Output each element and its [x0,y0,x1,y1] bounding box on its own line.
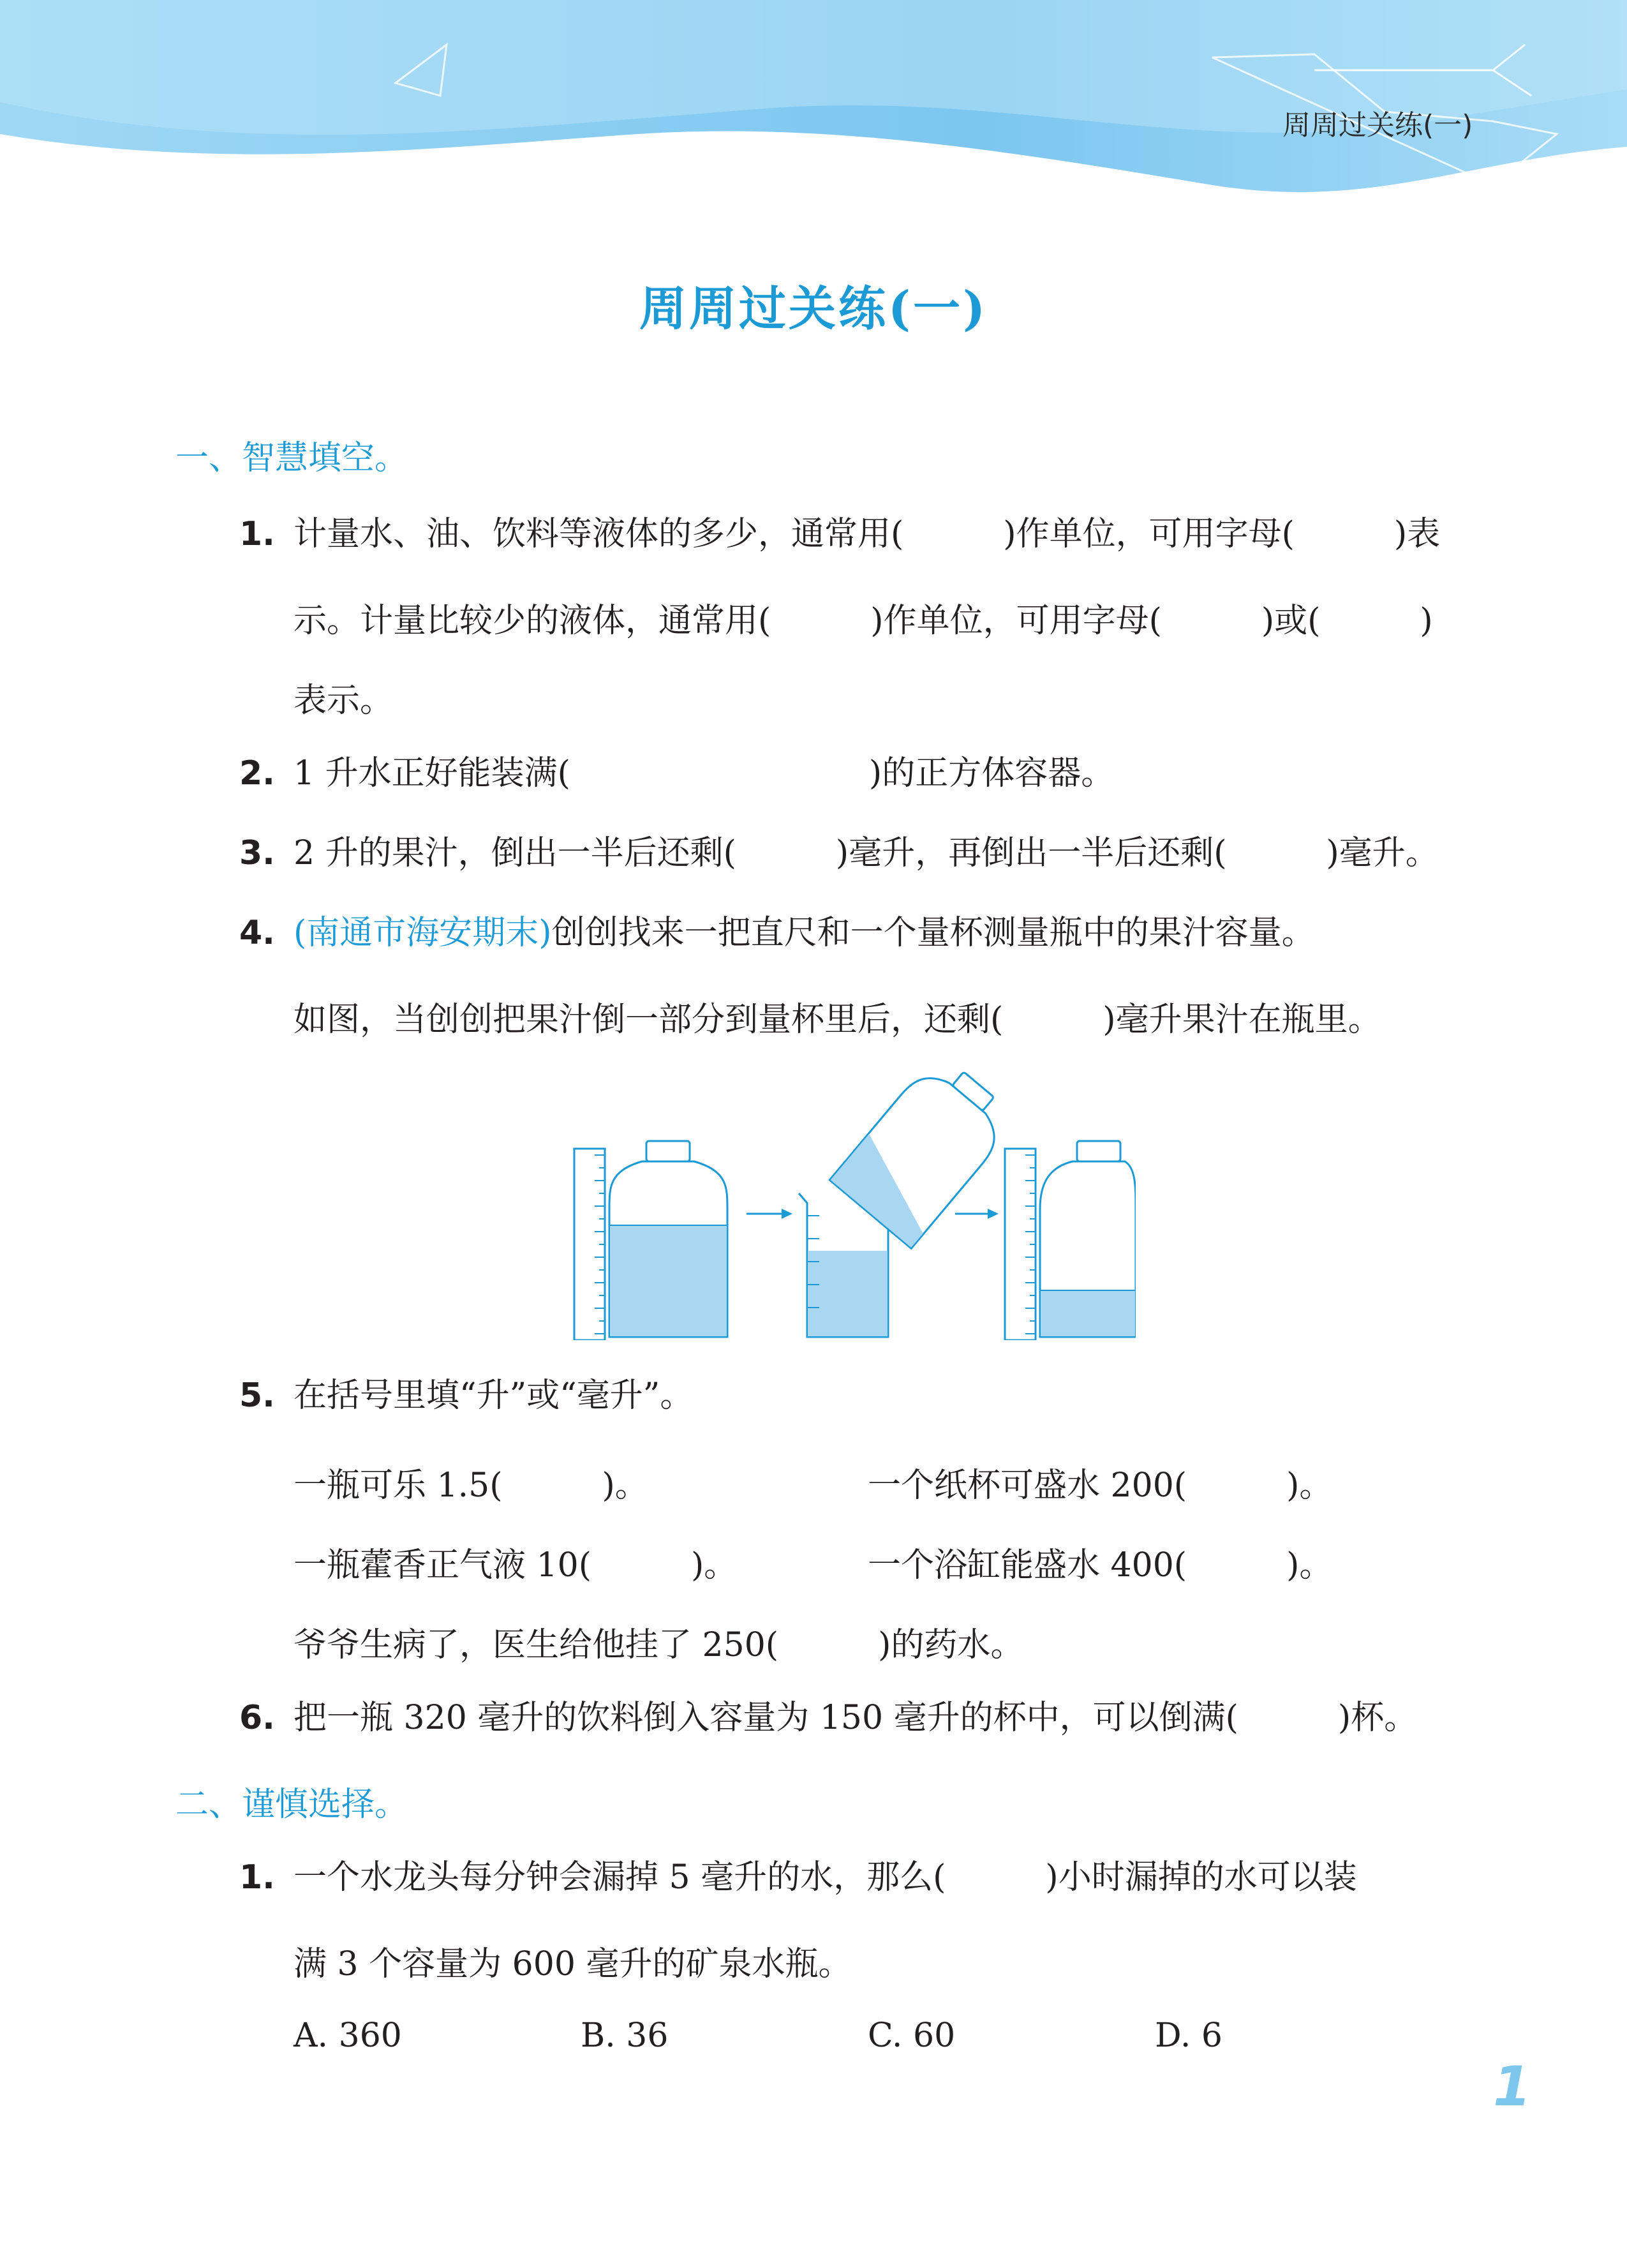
question-text: 1 升水正好能装满( )的正方体容器。 [293,754,1115,793]
question-number: 2. [239,754,275,793]
question-1-1-line-2: 示。计量比较少的液体，通常用( )作单位，可用字母( )或( ) [293,602,1433,640]
page-number: 1 [1493,2055,1531,2119]
question-1-5-item-b: 一个纸杯可盛水 200( )。 [868,1466,1333,1505]
ruler-right [1005,1149,1036,1340]
option-c[interactable]: C. 60 [868,2017,956,2055]
question-number: 1. [239,1858,275,1897]
section-heading-choice: 二、谨慎选择。 [175,1786,408,1824]
question-number: 6. [239,1699,275,1737]
question-text: 创创找来一把直尺和一个量杯测量瓶中的果汁容量。 [551,914,1315,952]
question-1-1 [239,495,1490,574]
question-text: 计量水、油、饮料等液体的多少，通常用( )作单位，可用字母( )表 [293,515,1441,553]
question-number: 4. [239,914,275,952]
option-a[interactable]: A. 360 [293,2017,402,2055]
question-1-4-line-2: 如图，当创创把果汁倒一部分到量杯里后，还剩( )毫升果汁在瓶里。 [293,1001,1381,1039]
question-1-6 [239,1678,1490,1758]
question-1-5 [239,1356,1490,1436]
question-number: 1. [239,515,275,553]
question-1-5-item-e: 爷爷生病了，医生给他挂了 250( )的药水。 [293,1626,1024,1664]
question-text: 把一瓶 320 毫升的饮料倒入容量为 150 毫升的杯中，可以倒满( )杯。 [293,1699,1418,1737]
bottle-remaining [1040,1141,1136,1337]
section-heading-fill-blank: 一、智慧填空。 [175,439,408,477]
question-source-tag: (南通市海安期末) [293,914,552,952]
option-d[interactable]: D. 6 [1155,2017,1222,2055]
question-1-2 [239,734,1490,814]
question-1-4 [239,893,1490,973]
option-b[interactable]: B. 36 [581,2017,669,2055]
arrow-icon [747,1209,792,1219]
question-1-1-line-3: 表示。 [293,682,394,720]
question-1-5-item-a: 一瓶可乐 1.5( )。 [293,1466,648,1505]
page-title: 周周过关练(一) [639,281,988,336]
question-1-3 [239,814,1490,893]
running-head: 周周过关练(一) [1282,109,1473,142]
question-text: 一个水龙头每分钟会漏掉 5 毫升的水，那么( )小时漏掉的水可以装 [293,1858,1357,1897]
question-text: 2 升的果汁，倒出一半后还剩( )毫升，再倒出一半后还剩( )毫升。 [293,834,1439,872]
question-1-5-item-c: 一瓶藿香正气液 10( )。 [293,1546,738,1585]
bottle-full [609,1141,727,1337]
question-number: 3. [239,834,275,872]
question-number: 5. [239,1376,275,1415]
ruler-left [574,1149,605,1340]
question-1-5-item-d: 一个浴缸能盛水 400( )。 [868,1546,1333,1585]
question-2-1-line-2: 满 3 个容量为 600 毫升的矿泉水瓶。 [293,1945,852,1983]
question-2-1 [239,1838,1490,1918]
question-text: 在括号里填“升”或“毫升”。 [293,1376,694,1415]
arrow-icon [955,1209,999,1219]
juice-measurement-figure [561,1066,1136,1340]
